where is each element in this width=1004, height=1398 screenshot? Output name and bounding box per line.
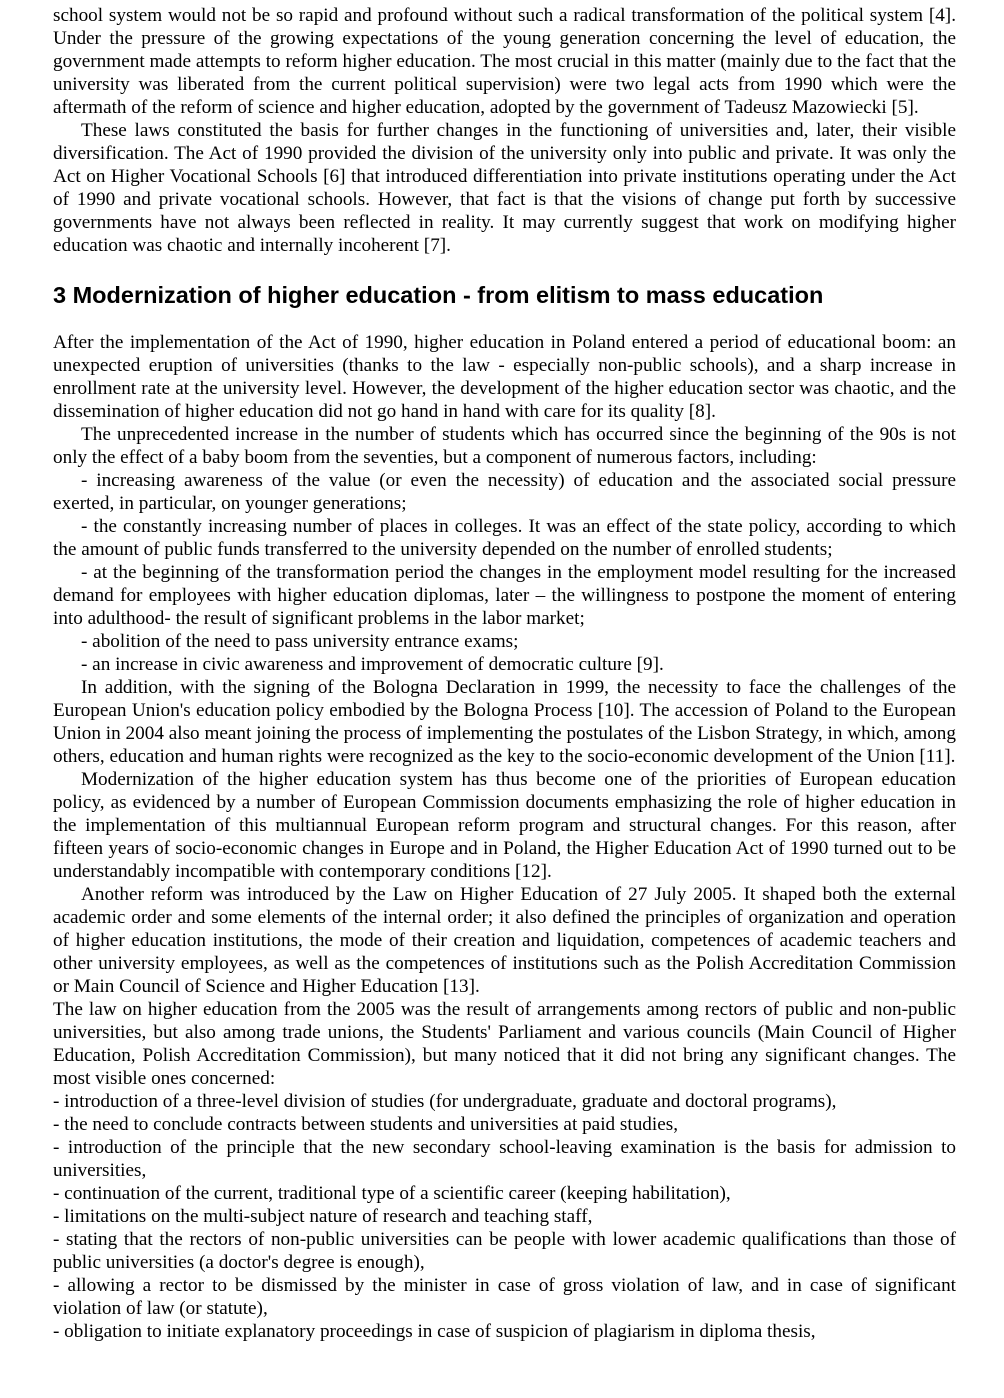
list-item-change: - allowing a rector to be dismissed by the minister in case of gross violation of law, and in case of significant violation of law (or statute), [53,1275,956,1319]
paragraph-factors-lead: The unprecedented increase in the number of students which has occurred since the beginning of the 90s is not only the effect of a baby boom from the seventies, but a component of numerous factors, including: [53,424,956,468]
paragraph-bologna: In addition, with the signing of the Bologna Declaration in 1999, the necessity to face the challenges of the European Union's education policy embodied by the Bologna Process [10]. The accession of Poland to the European Union in 2004 also meant joining the process of implementing the postulates of the Lisbon Strategy, in which, among others, education and human rights were recognized as the key to the socio-economic development of the Union [11]. [53,677,956,767]
list-item-factor: - increasing awareness of the value (or even the necessity) of education and the associated social pressure exerted, in particular, on younger generations; [53,470,956,514]
list-item-change: - introduction of the principle that the new secondary school-leaving examination is the basis for admission to universities, [53,1137,956,1181]
list-item-change: - the need to conclude contracts between students and universities at paid studies, [53,1114,679,1135]
list-item-factor: - an increase in civic awareness and improvement of democratic culture [9]. [81,654,664,675]
list-item-change: - introduction of a three-level division of studies (for undergraduate, graduate and doctoral programs), [53,1091,837,1112]
list-item-factor: - at the beginning of the transformation period the changes in the employment model resulting for the increased demand for employees with higher education diplomas, later – the willingness to postpone the moment of entering into adulthood- the result of significant problems in the labor market; [53,562,956,629]
paragraph-modernization: Modernization of the higher education system has thus become one of the priorities of European education policy, as evidenced by a number of European Commission documents emphasizing the role of higher education in the implementation of this multiannual European reform program and structural changes. For this reason, after fifteen years of socio-economic changes in Europe and in Poland, the Higher Education Act of 1990 turned out to be understandably incompatible with contemporary conditions [12]. [53,769,956,882]
paragraph-reform-2005: Another reform was introduced by the Law on Higher Education of 27 July 2005. It shaped both the external academic order and some elements of the internal order; it also defined the principles of organization and operation of higher education institutions, the mode of their creation and liquidation, competences of academic teachers and other university employees, as well as the competences of institutions such as the Polish Accreditation Commission or Main Council of Science and Higher Education [13]. [53,884,956,997]
document-page [53,4,956,1343]
section-heading: 3 Modernization of higher education - from elitism to mass education [53,282,824,308]
paragraph-law-2005: The law on higher education from the 2005 was the result of arrangements among rectors of public and non-public universities, but also among trade unions, the Students' Parliament and various councils (Main Council of Higher Education, Polish Accreditation Commission), but many noticed that it did not bring any significant changes. The most visible ones concerned: [53,999,956,1089]
paragraph-laws-basis: These laws constituted the basis for further changes in the functioning of universities and, later, their visible diversification. The Act of 1990 provided the division of the university only into public and private. It was only the Act on Higher Vocational Schools [6] that introduced differentiation into private institutions operating under the Act of 1990 and private vocational schools. However, that fact is that the visions of change put forth by successive governments have not always been reflected in reality. It may currently suggest that work on modifying higher education was chaotic and internally incoherent [7]. [53,120,956,256]
list-item-change: - limitations on the multi-subject nature of research and teaching staff, [53,1206,593,1227]
list-item-change: - continuation of the current, traditional type of a scientific career (keeping habilitation), [53,1183,731,1204]
list-item-change: - stating that the rectors of non-public universities can be people with lower academic qualifications than those of public universities (a doctor's degree is enough), [53,1229,956,1273]
paragraph-educational-boom: After the implementation of the Act of 1990, higher education in Poland entered a period of educational boom: an unexpected eruption of universities (thanks to the law - especially non-public schools), and a sharp increase in enrollment rate at the university level. However, the development of the higher education sector was chaotic, and the dissemination of higher education did not go hand in hand with care for its quality [8]. [53,332,956,422]
list-item-factor: - abolition of the need to pass university entrance exams; [81,631,519,652]
paragraph-political-transformation: school system would not be so rapid and profound without such a radical transformation of the political system [4]. Under the pressure of the growing expectations of the young generation concerning the level of education, the government made attempts to reform higher education. The most crucial in this matter (mainly due to the fact that the university was liberated from the current political supervision) were two legal acts from 1990 which were the aftermath of the reform of science and higher education, adopted by the government of Tadeusz Mazowiecki [5]. [53,5,956,118]
list-item-change: - obligation to initiate explanatory proceedings in case of suspicion of plagiarism in diploma thesis, [53,1321,816,1342]
list-item-factor: - the constantly increasing number of places in colleges. It was an effect of the state policy, according to which the amount of public funds transferred to the university depended on the number of enrolled students; [53,516,956,560]
